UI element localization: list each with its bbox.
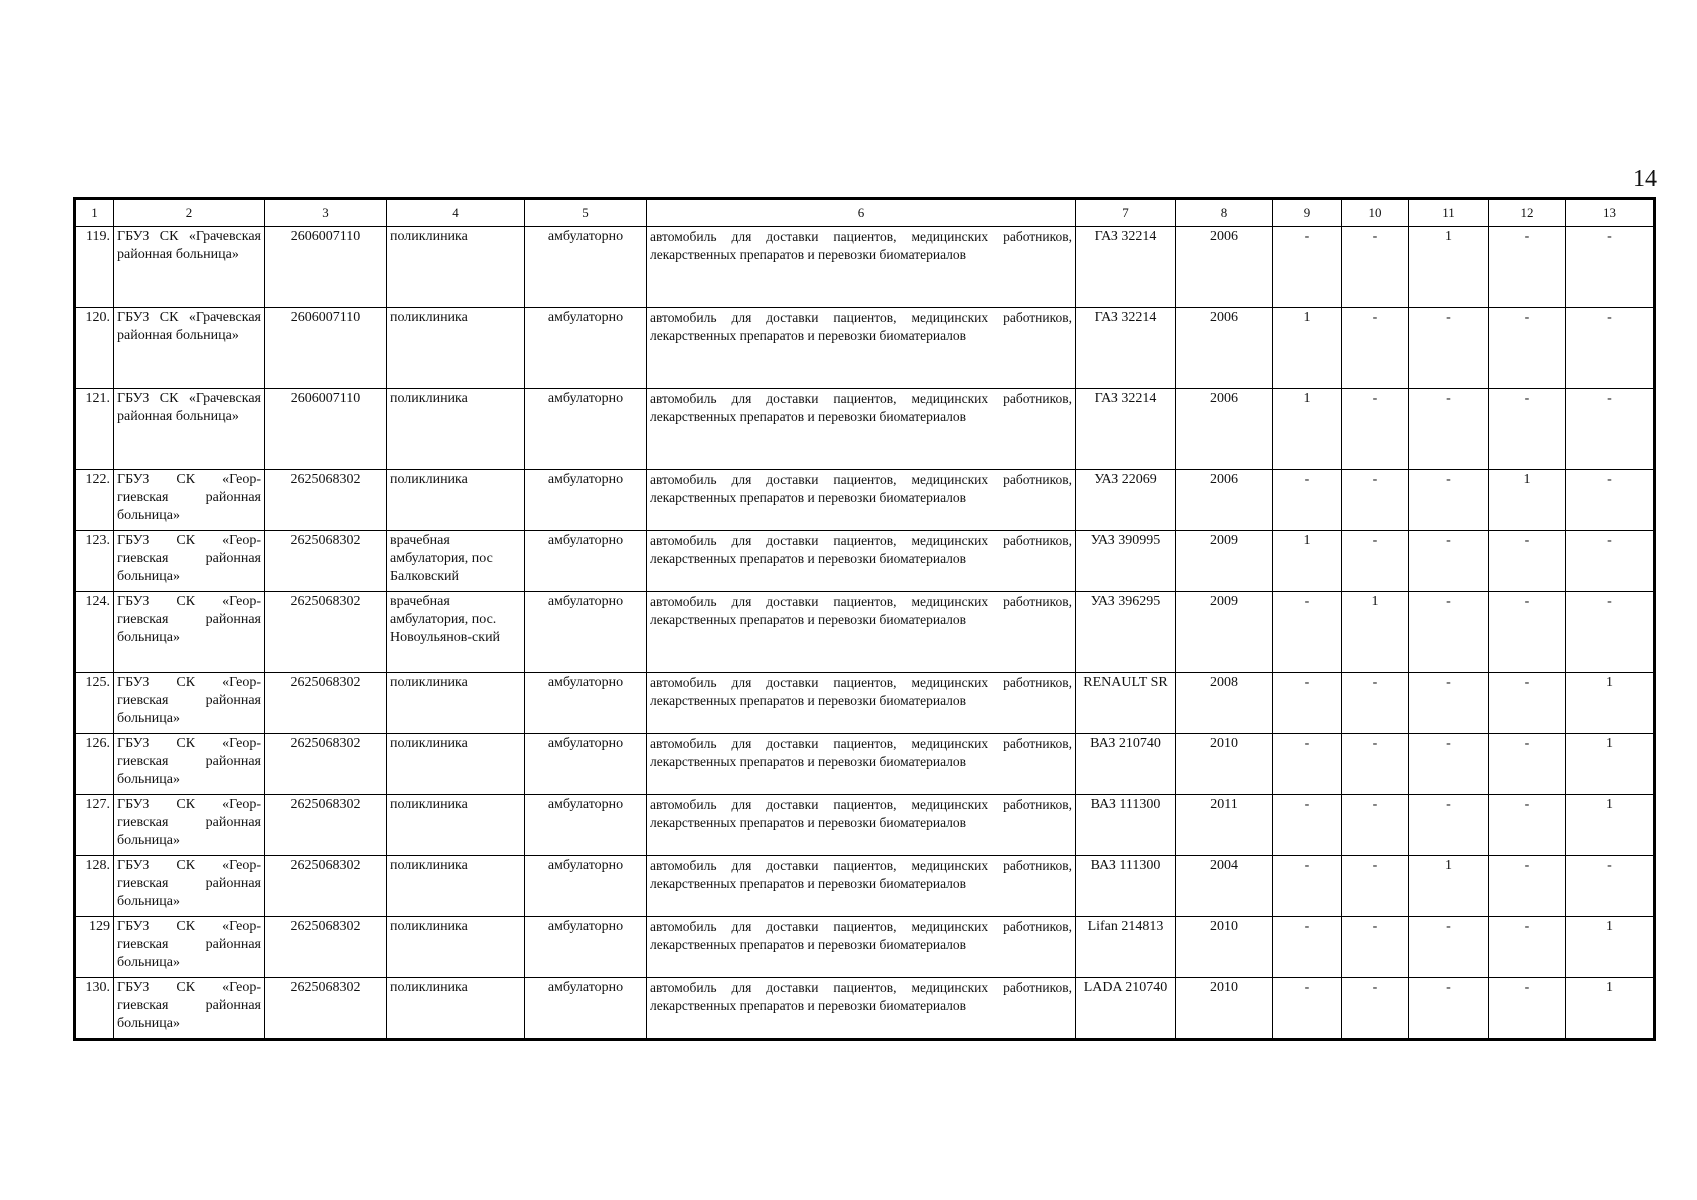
column-11-cell: - xyxy=(1409,978,1489,1040)
organization-line: ГБУЗ СК «Геор- xyxy=(117,594,261,609)
organization-line: ГБУЗ СК «Геор- xyxy=(117,675,261,690)
row-number-cell: 129 xyxy=(75,917,114,978)
column-10-cell: - xyxy=(1342,389,1409,470)
organization-cell xyxy=(114,470,265,531)
column-10-cell: - xyxy=(1342,917,1409,978)
organization-cell xyxy=(114,673,265,734)
column-13-cell: 1 xyxy=(1566,978,1655,1040)
column-9-cell: - xyxy=(1273,795,1342,856)
vehicle-model-cell: ГАЗ 32214 xyxy=(1076,227,1176,308)
inn-cell: 2625068302 xyxy=(265,734,387,795)
table-row xyxy=(75,673,1655,734)
column-number: 4 xyxy=(387,199,525,227)
organization-line: гиевская районная xyxy=(117,693,261,708)
inn-cell: 2625068302 xyxy=(265,470,387,531)
organization-line: больница» xyxy=(117,772,180,787)
care-mode-cell: амбулаторно xyxy=(525,673,647,734)
vehicle-purpose-cell: автомобиль для доставки пациентов, медицинских работников, лекарственных препаратов и перевозки биоматериалов xyxy=(647,389,1076,470)
care-mode-cell: амбулаторно xyxy=(525,308,647,389)
inn-cell: 2625068302 xyxy=(265,917,387,978)
column-11-cell: - xyxy=(1409,308,1489,389)
care-mode-cell: амбулаторно xyxy=(525,795,647,856)
vehicle-year-cell: 2006 xyxy=(1176,470,1273,531)
column-10-cell: - xyxy=(1342,978,1409,1040)
organization-line: больница» xyxy=(117,894,180,909)
organization-cell xyxy=(114,795,265,856)
organization-line: районная больница» xyxy=(117,328,239,343)
vehicle-purpose-cell: автомобиль для доставки пациентов, медицинских работников, лекарственных препаратов и перевозки биоматериалов xyxy=(647,917,1076,978)
row-number-cell: 127. xyxy=(75,795,114,856)
column-12-cell: 1 xyxy=(1489,470,1566,531)
organization-cell xyxy=(114,592,265,673)
vehicle-year-cell: 2009 xyxy=(1176,592,1273,673)
vehicle-purpose-cell: автомобиль для доставки пациентов, медицинских работников, лекарственных препаратов и перевозки биоматериалов xyxy=(647,227,1076,308)
care-mode-cell: амбулаторно xyxy=(525,917,647,978)
organization-line: районная больница» xyxy=(117,247,239,262)
organization-line: гиевская районная xyxy=(117,551,261,566)
vehicle-purpose-cell: автомобиль для доставки пациентов, медицинских работников, лекарственных препаратов и перевозки биоматериалов xyxy=(647,308,1076,389)
column-9-cell: - xyxy=(1273,470,1342,531)
vehicle-year-cell: 2010 xyxy=(1176,917,1273,978)
column-9-cell: - xyxy=(1273,734,1342,795)
column-12-cell: - xyxy=(1489,856,1566,917)
table-row xyxy=(75,978,1655,1040)
column-number-row xyxy=(75,199,1655,227)
column-number: 2 xyxy=(114,199,265,227)
vehicle-model-cell: УАЗ 396295 xyxy=(1076,592,1176,673)
care-mode-cell: амбулаторно xyxy=(525,531,647,592)
organization-line: больница» xyxy=(117,630,180,645)
column-11-cell: - xyxy=(1409,592,1489,673)
column-12-cell: - xyxy=(1489,978,1566,1040)
column-12-cell: - xyxy=(1489,308,1566,389)
organization-cell xyxy=(114,227,265,308)
organization-line: ГБУЗ СК «Грачевская xyxy=(117,391,261,406)
organization-cell xyxy=(114,389,265,470)
vehicle-purpose-cell: автомобиль для доставки пациентов, медицинских работников, лекарственных препаратов и перевозки биоматериалов xyxy=(647,531,1076,592)
care-mode-cell: амбулаторно xyxy=(525,856,647,917)
column-number: 7 xyxy=(1076,199,1176,227)
facility-type-cell: поликлиника xyxy=(387,389,525,470)
column-number: 8 xyxy=(1176,199,1273,227)
column-11-cell: - xyxy=(1409,470,1489,531)
vehicle-year-cell: 2009 xyxy=(1176,531,1273,592)
column-number: 5 xyxy=(525,199,647,227)
vehicle-year-cell: 2004 xyxy=(1176,856,1273,917)
column-13-cell: 1 xyxy=(1566,734,1655,795)
care-mode-cell: амбулаторно xyxy=(525,389,647,470)
vehicle-model-cell: ВАЗ 111300 xyxy=(1076,795,1176,856)
vehicle-registry-table xyxy=(73,197,1656,1041)
organization-cell xyxy=(114,531,265,592)
facility-type-cell: поликлиника xyxy=(387,227,525,308)
column-9-cell: 1 xyxy=(1273,389,1342,470)
column-10-cell: - xyxy=(1342,308,1409,389)
vehicle-purpose-cell: автомобиль для доставки пациентов, медицинских работников, лекарственных препаратов и перевозки биоматериалов xyxy=(647,856,1076,917)
column-10-cell: - xyxy=(1342,673,1409,734)
column-13-cell: - xyxy=(1566,227,1655,308)
column-10-cell: - xyxy=(1342,856,1409,917)
vehicle-model-cell: ГАЗ 32214 xyxy=(1076,308,1176,389)
page-number: 14 xyxy=(1633,166,1657,192)
vehicle-year-cell: 2006 xyxy=(1176,227,1273,308)
table-row xyxy=(75,734,1655,795)
organization-line: гиевская районная xyxy=(117,937,261,952)
inn-cell: 2625068302 xyxy=(265,795,387,856)
column-13-cell: 1 xyxy=(1566,795,1655,856)
row-number-cell: 123. xyxy=(75,531,114,592)
organization-cell xyxy=(114,734,265,795)
organization-cell xyxy=(114,308,265,389)
organization-line: ГБУЗ СК «Геор- xyxy=(117,919,261,934)
organization-line: ГБУЗ СК «Грачевская xyxy=(117,310,261,325)
column-number: 6 xyxy=(647,199,1076,227)
organization-line: больница» xyxy=(117,1016,180,1031)
column-12-cell: - xyxy=(1489,673,1566,734)
vehicle-year-cell: 2008 xyxy=(1176,673,1273,734)
inn-cell: 2625068302 xyxy=(265,592,387,673)
organization-line: больница» xyxy=(117,833,180,848)
table-row xyxy=(75,795,1655,856)
row-number-cell: 122. xyxy=(75,470,114,531)
vehicle-purpose-cell: автомобиль для доставки пациентов, медицинских работников, лекарственных препаратов и перевозки биоматериалов xyxy=(647,795,1076,856)
organization-line: ГБУЗ СК «Геор- xyxy=(117,533,261,548)
column-number: 11 xyxy=(1409,199,1489,227)
organization-line: больница» xyxy=(117,711,180,726)
column-9-cell: - xyxy=(1273,227,1342,308)
column-11-cell: 1 xyxy=(1409,856,1489,917)
column-13-cell: - xyxy=(1566,308,1655,389)
vehicle-model-cell: УАЗ 22069 xyxy=(1076,470,1176,531)
column-13-cell: - xyxy=(1566,592,1655,673)
facility-type-cell: поликлиника xyxy=(387,795,525,856)
organization-line: гиевская районная xyxy=(117,876,261,891)
column-13-cell: - xyxy=(1566,389,1655,470)
column-12-cell: - xyxy=(1489,795,1566,856)
table-row xyxy=(75,389,1655,470)
facility-type-cell: врачебная амбулатория, пос Балковский xyxy=(387,531,525,592)
organization-cell xyxy=(114,978,265,1040)
organization-line: гиевская районная xyxy=(117,754,261,769)
column-10-cell: - xyxy=(1342,795,1409,856)
organization-line: гиевская районная xyxy=(117,815,261,830)
inn-cell: 2625068302 xyxy=(265,856,387,917)
column-11-cell: - xyxy=(1409,734,1489,795)
column-10-cell: - xyxy=(1342,734,1409,795)
vehicle-purpose-cell: автомобиль для доставки пациентов, медицинских работников, лекарственных препаратов и перевозки биоматериалов xyxy=(647,673,1076,734)
organization-line: больница» xyxy=(117,508,180,523)
vehicle-model-cell: УАЗ 390995 xyxy=(1076,531,1176,592)
column-number: 1 xyxy=(75,199,114,227)
organization-line: ГБУЗ СК «Геор- xyxy=(117,472,261,487)
organization-line: ГБУЗ СК «Геор- xyxy=(117,858,261,873)
inn-cell: 2625068302 xyxy=(265,673,387,734)
vehicle-purpose-cell: автомобиль для доставки пациентов, медицинских работников, лекарственных препаратов и перевозки биоматериалов xyxy=(647,592,1076,673)
row-number-cell: 119. xyxy=(75,227,114,308)
row-number-cell: 128. xyxy=(75,856,114,917)
organization-cell xyxy=(114,917,265,978)
row-number-cell: 121. xyxy=(75,389,114,470)
column-10-cell: 1 xyxy=(1342,592,1409,673)
column-12-cell: - xyxy=(1489,389,1566,470)
vehicle-model-cell: Lifan 214813 xyxy=(1076,917,1176,978)
column-12-cell: - xyxy=(1489,531,1566,592)
vehicle-year-cell: 2006 xyxy=(1176,308,1273,389)
column-11-cell: - xyxy=(1409,917,1489,978)
care-mode-cell: амбулаторно xyxy=(525,227,647,308)
facility-type-cell: поликлиника xyxy=(387,917,525,978)
column-number: 13 xyxy=(1566,199,1655,227)
column-number: 9 xyxy=(1273,199,1342,227)
vehicle-model-cell: ВАЗ 111300 xyxy=(1076,856,1176,917)
column-13-cell: 1 xyxy=(1566,917,1655,978)
column-9-cell: 1 xyxy=(1273,308,1342,389)
vehicle-model-cell: LADA 210740 xyxy=(1076,978,1176,1040)
vehicle-year-cell: 2010 xyxy=(1176,734,1273,795)
column-10-cell: - xyxy=(1342,227,1409,308)
row-number-cell: 120. xyxy=(75,308,114,389)
column-13-cell: 1 xyxy=(1566,673,1655,734)
inn-cell: 2625068302 xyxy=(265,531,387,592)
table-row xyxy=(75,227,1655,308)
column-9-cell: 1 xyxy=(1273,531,1342,592)
organization-line: больница» xyxy=(117,955,180,970)
facility-type-cell: поликлиника xyxy=(387,470,525,531)
column-13-cell: - xyxy=(1566,470,1655,531)
column-9-cell: - xyxy=(1273,856,1342,917)
column-10-cell: - xyxy=(1342,470,1409,531)
row-number-cell: 130. xyxy=(75,978,114,1040)
column-9-cell: - xyxy=(1273,978,1342,1040)
column-11-cell: - xyxy=(1409,673,1489,734)
organization-line: ГБУЗ СК «Грачевская xyxy=(117,229,261,244)
organization-line: гиевская районная xyxy=(117,612,261,627)
organization-line: ГБУЗ СК «Геор- xyxy=(117,797,261,812)
column-number: 10 xyxy=(1342,199,1409,227)
column-12-cell: - xyxy=(1489,227,1566,308)
care-mode-cell: амбулаторно xyxy=(525,470,647,531)
column-10-cell: - xyxy=(1342,531,1409,592)
organization-line: ГБУЗ СК «Геор- xyxy=(117,736,261,751)
inn-cell: 2606007110 xyxy=(265,389,387,470)
table-row xyxy=(75,531,1655,592)
organization-line: районная больница» xyxy=(117,409,239,424)
table-row xyxy=(75,856,1655,917)
vehicle-purpose-cell: автомобиль для доставки пациентов, медицинских работников, лекарственных препаратов и перевозки биоматериалов xyxy=(647,978,1076,1040)
organization-line: гиевская районная xyxy=(117,490,261,505)
column-12-cell: - xyxy=(1489,734,1566,795)
vehicle-year-cell: 2010 xyxy=(1176,978,1273,1040)
column-12-cell: - xyxy=(1489,917,1566,978)
column-number: 3 xyxy=(265,199,387,227)
table-row xyxy=(75,592,1655,673)
column-number: 12 xyxy=(1489,199,1566,227)
care-mode-cell: амбулаторно xyxy=(525,978,647,1040)
column-13-cell: - xyxy=(1566,531,1655,592)
vehicle-purpose-cell: автомобиль для доставки пациентов, медицинских работников, лекарственных препаратов и перевозки биоматериалов xyxy=(647,734,1076,795)
column-11-cell: - xyxy=(1409,531,1489,592)
care-mode-cell: амбулаторно xyxy=(525,592,647,673)
facility-type-cell: поликлиника xyxy=(387,734,525,795)
inn-cell: 2606007110 xyxy=(265,308,387,389)
row-number-cell: 125. xyxy=(75,673,114,734)
facility-type-cell: врачебная амбулатория, пос. Новоульянов-ский xyxy=(387,592,525,673)
vehicle-year-cell: 2011 xyxy=(1176,795,1273,856)
facility-type-cell: поликлиника xyxy=(387,978,525,1040)
column-9-cell: - xyxy=(1273,592,1342,673)
facility-type-cell: поликлиника xyxy=(387,856,525,917)
care-mode-cell: амбулаторно xyxy=(525,734,647,795)
column-11-cell: - xyxy=(1409,795,1489,856)
facility-type-cell: поликлиника xyxy=(387,308,525,389)
table-row xyxy=(75,308,1655,389)
row-number-cell: 126. xyxy=(75,734,114,795)
organization-line: ГБУЗ СК «Геор- xyxy=(117,980,261,995)
table-row xyxy=(75,917,1655,978)
column-12-cell: - xyxy=(1489,592,1566,673)
vehicle-model-cell: ГАЗ 32214 xyxy=(1076,389,1176,470)
vehicle-year-cell: 2006 xyxy=(1176,389,1273,470)
organization-line: больница» xyxy=(117,569,180,584)
row-number-cell: 124. xyxy=(75,592,114,673)
vehicle-purpose-cell: автомобиль для доставки пациентов, медицинских работников, лекарственных препаратов и перевозки биоматериалов xyxy=(647,470,1076,531)
inn-cell: 2625068302 xyxy=(265,978,387,1040)
organization-line: гиевская районная xyxy=(117,998,261,1013)
vehicle-model-cell: RENAULT SR xyxy=(1076,673,1176,734)
column-9-cell: - xyxy=(1273,673,1342,734)
column-13-cell: - xyxy=(1566,856,1655,917)
column-11-cell: 1 xyxy=(1409,227,1489,308)
table-row xyxy=(75,470,1655,531)
column-9-cell: - xyxy=(1273,917,1342,978)
vehicle-model-cell: ВАЗ 210740 xyxy=(1076,734,1176,795)
organization-cell xyxy=(114,856,265,917)
facility-type-cell: поликлиника xyxy=(387,673,525,734)
column-11-cell: - xyxy=(1409,389,1489,470)
inn-cell: 2606007110 xyxy=(265,227,387,308)
